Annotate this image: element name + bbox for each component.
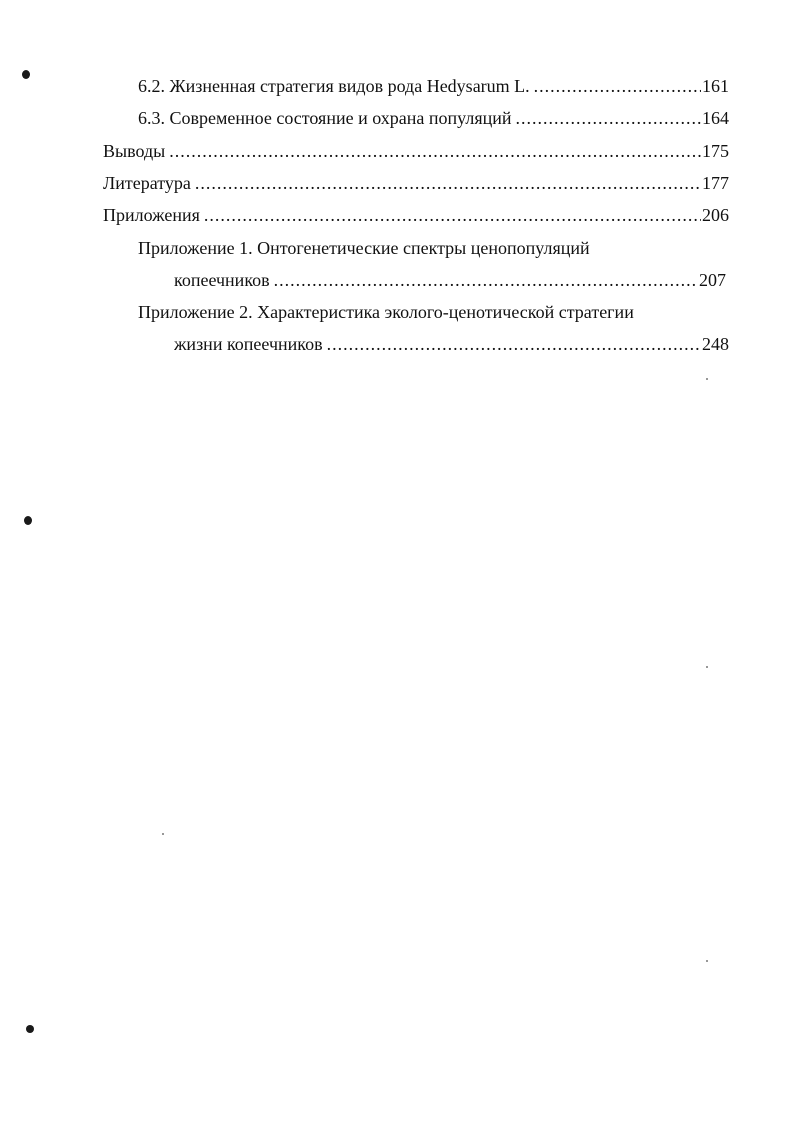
toc-leader-dots bbox=[327, 333, 701, 355]
toc-appendix-2-line1 bbox=[138, 301, 729, 323]
scan-speck bbox=[706, 666, 708, 668]
toc-appendix-page: 248 bbox=[702, 334, 729, 354]
toc-entry-title: 6.3. Современное состояние и охрана популяций bbox=[138, 108, 512, 128]
punch-hole-middle bbox=[24, 516, 32, 525]
toc-entry-page: 161 bbox=[702, 76, 729, 96]
toc-entry-appendices bbox=[103, 204, 729, 226]
toc-entry-page: 175 bbox=[702, 141, 729, 161]
toc-entry-title: Литература bbox=[103, 173, 191, 193]
toc-entry-page: 164 bbox=[702, 108, 729, 128]
toc-entry-title: 6.2. Жизненная стратегия видов рода Hedysarum L. bbox=[138, 76, 530, 96]
toc-appendix-title: Приложение 2. Характеристика эколого-ценотической стратегии bbox=[138, 302, 634, 322]
toc-appendix-title-cont: жизни копеечников bbox=[174, 334, 323, 354]
toc-leader-dots bbox=[274, 269, 698, 291]
scan-speck bbox=[706, 378, 708, 380]
scan-speck bbox=[162, 833, 164, 835]
toc-entry-title: Выводы bbox=[103, 141, 166, 161]
punch-hole-top bbox=[22, 70, 30, 79]
toc-entry-6-2 bbox=[138, 75, 729, 97]
toc-appendix-2-line2 bbox=[174, 333, 729, 355]
toc-appendix-1-line1 bbox=[138, 237, 729, 259]
toc-appendix-title-cont: копеечников bbox=[174, 270, 270, 290]
toc-entry-page: 177 bbox=[702, 173, 729, 193]
toc-entry-conclusions bbox=[103, 140, 729, 162]
toc-leader-dots bbox=[534, 75, 701, 97]
toc-leader-dots bbox=[204, 204, 701, 226]
toc-entry-page: 206 bbox=[702, 205, 729, 225]
toc-leader-dots bbox=[195, 172, 701, 194]
toc-appendix-1-line2 bbox=[174, 269, 726, 291]
toc-leader-dots bbox=[169, 140, 701, 162]
toc-entry-literature bbox=[103, 172, 729, 194]
toc-leader-dots bbox=[516, 107, 701, 129]
toc-appendix-page: 207 bbox=[699, 270, 726, 290]
toc-entry-title: Приложения bbox=[103, 205, 200, 225]
toc-entry-6-3 bbox=[138, 107, 729, 129]
toc-appendix-title: Приложение 1. Онтогенетические спектры ценопопуляций bbox=[138, 238, 590, 258]
scan-speck bbox=[706, 960, 708, 962]
punch-hole-bottom bbox=[26, 1025, 34, 1033]
